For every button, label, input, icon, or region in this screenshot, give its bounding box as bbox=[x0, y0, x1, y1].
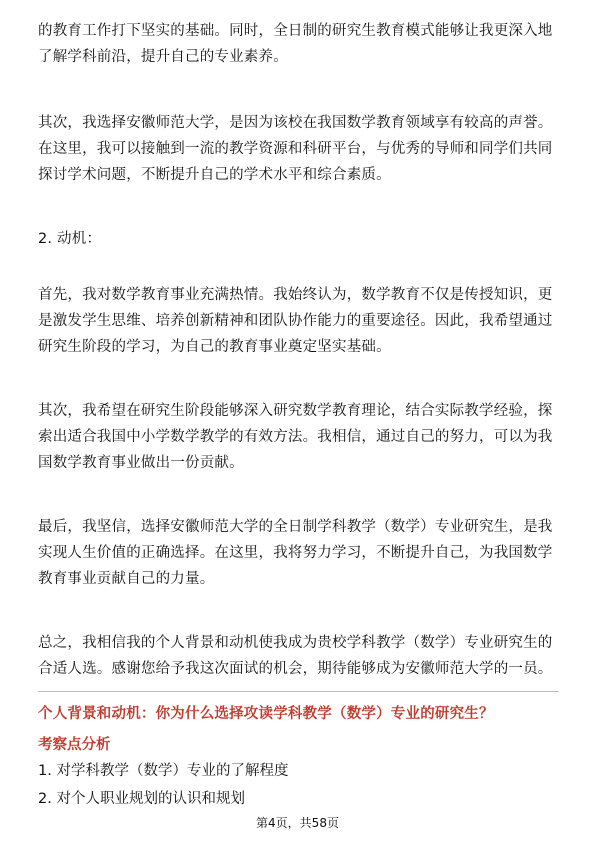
paragraph-motivation-label: 2. 动机： bbox=[38, 231, 102, 247]
analysis-heading: 考察点分析 bbox=[38, 737, 111, 753]
analysis-item: 1. 对学科教学（数学）专业的了解程度 bbox=[38, 763, 289, 779]
paragraph-intro-continuation: 的教育工作打下坚实的基础。同时，全日制的研究生教育模式能够让我更深入地了解学科前沿，提升自己的专业素养。 bbox=[38, 23, 553, 65]
paragraph-conclusion: 总之，我相信我的个人背景和动机使我成为贵校学科教学（数学）专业研究生的合适人选。感谢您给予我这次面试的机会，期待能够成为安徽师范大学的一员。 bbox=[38, 635, 553, 677]
analysis-item: 2. 对个人职业规划的认识和规划 bbox=[38, 791, 245, 807]
question-heading: 个人背景和动机：你为什么选择攻读学科教学（数学）专业的研究生？ bbox=[38, 706, 494, 722]
paragraph-school-choice: 其次，我选择安徽师范大学，是因为该校在我国数学教育领域享有较高的声誉。在这里，我可以接触到一流的教学资源和科研平台，与优秀的导师和同学们共同探讨学术问题，不断提升自己的学术水平和综合素质。 bbox=[38, 115, 553, 183]
paragraph-motivation-last: 最后，我坚信，选择安徽师范大学的全日制学科教学（数学）专业研究生，是我实现人生价值的正确选择。在这里，我将努力学习，不断提升自己，为我国数学教育事业贡献自己的力量。 bbox=[38, 519, 553, 587]
paragraph-motivation-first: 首先，我对数学教育事业充满热情。我始终认为，数学教育不仅是传授知识，更是激发学生思维、培养创新精神和团队协作能力的重要途径。因此，我希望通过研究生阶段的学习，为自己的教育事业奠定坚实基础。 bbox=[38, 287, 553, 355]
paragraph-motivation-second: 其次，我希望在研究生阶段能够深入研究数学教育理论，结合实际教学经验，探索出适合我国中小学数学教学的有效方法。我相信，通过自己的努力，可以为我国数学教育事业做出一份贡献。 bbox=[38, 403, 553, 471]
section-divider bbox=[38, 691, 559, 692]
page-number: 第4页，共58页 bbox=[256, 816, 339, 830]
